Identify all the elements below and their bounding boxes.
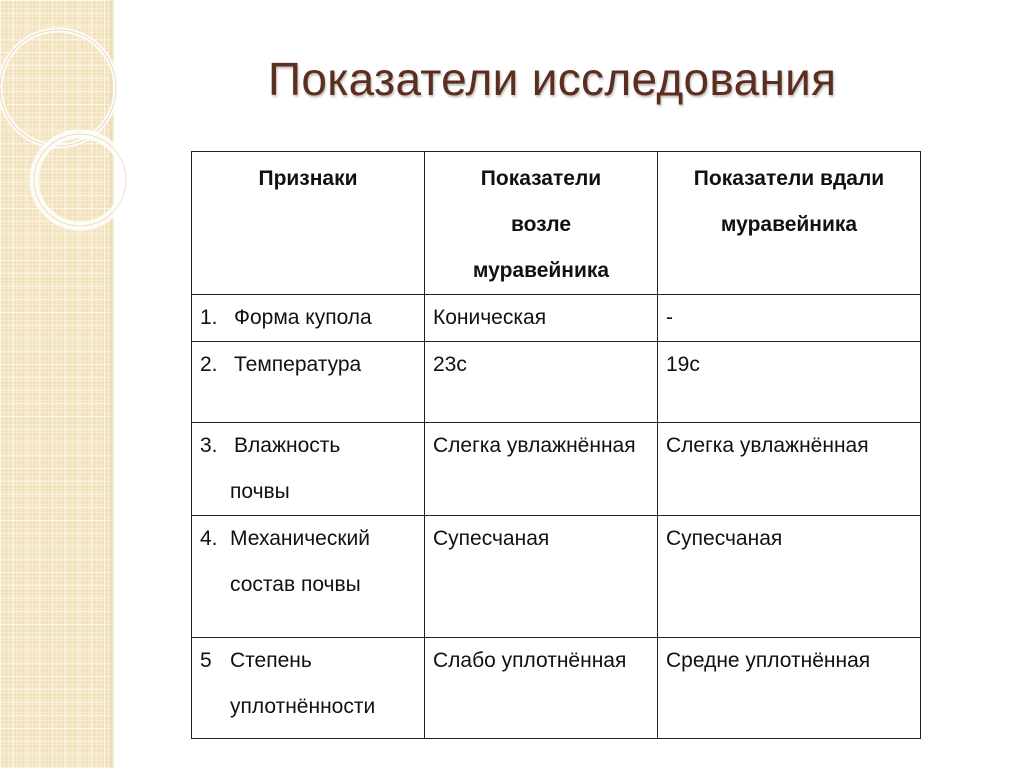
row-near-value: Слабо уплотнённая: [425, 638, 658, 739]
table-header-row: [192, 152, 921, 295]
row-label-text: Влажность: [234, 434, 341, 457]
row-number: 2.: [200, 353, 218, 376]
row-number: 1.: [200, 306, 218, 329]
row-label-text: Температура: [234, 353, 362, 376]
row-label-text: Форма купола: [234, 306, 372, 329]
row-label: [192, 516, 425, 638]
header-attributes: Признаки: [192, 152, 425, 295]
table-row: [192, 295, 921, 342]
row-number: 5: [200, 649, 212, 672]
table-row: [192, 638, 921, 739]
research-table: [191, 151, 921, 739]
row-label: [192, 295, 425, 342]
row-label: [192, 423, 425, 516]
row-far-value: Супесчаная: [658, 516, 921, 638]
row-near-value: Слегка увлажнённая: [425, 423, 658, 516]
row-far-value: Слегка увлажнённая: [658, 423, 921, 516]
row-label-continuation: почвы: [230, 480, 290, 503]
page-title: Показатели исследования: [268, 53, 837, 105]
table-row: [192, 342, 921, 423]
row-label: [192, 638, 425, 739]
row-number: 4.: [200, 527, 218, 550]
row-number: 3.: [200, 434, 218, 457]
row-near-value: Супесчаная: [425, 516, 658, 638]
header-far: Показатели вдали муравейника: [658, 152, 921, 295]
decorative-rings: [0, 0, 130, 260]
header-near: Показатели возле муравейника: [425, 152, 658, 295]
table-row: [192, 516, 921, 638]
row-far-value: 19с: [658, 342, 921, 423]
row-label: [192, 342, 425, 423]
row-far-value: -: [658, 295, 921, 342]
row-near-value: 23с: [425, 342, 658, 423]
row-far-value: Средне уплотнённая: [658, 638, 921, 739]
row-label-text: Механический: [230, 527, 370, 550]
row-near-value: Коническая: [425, 295, 658, 342]
table-row: [192, 423, 921, 516]
row-label-text: Степень: [230, 649, 312, 672]
row-label-continuation: состав почвы: [230, 573, 361, 596]
row-label-continuation: уплотнённости: [230, 695, 376, 718]
